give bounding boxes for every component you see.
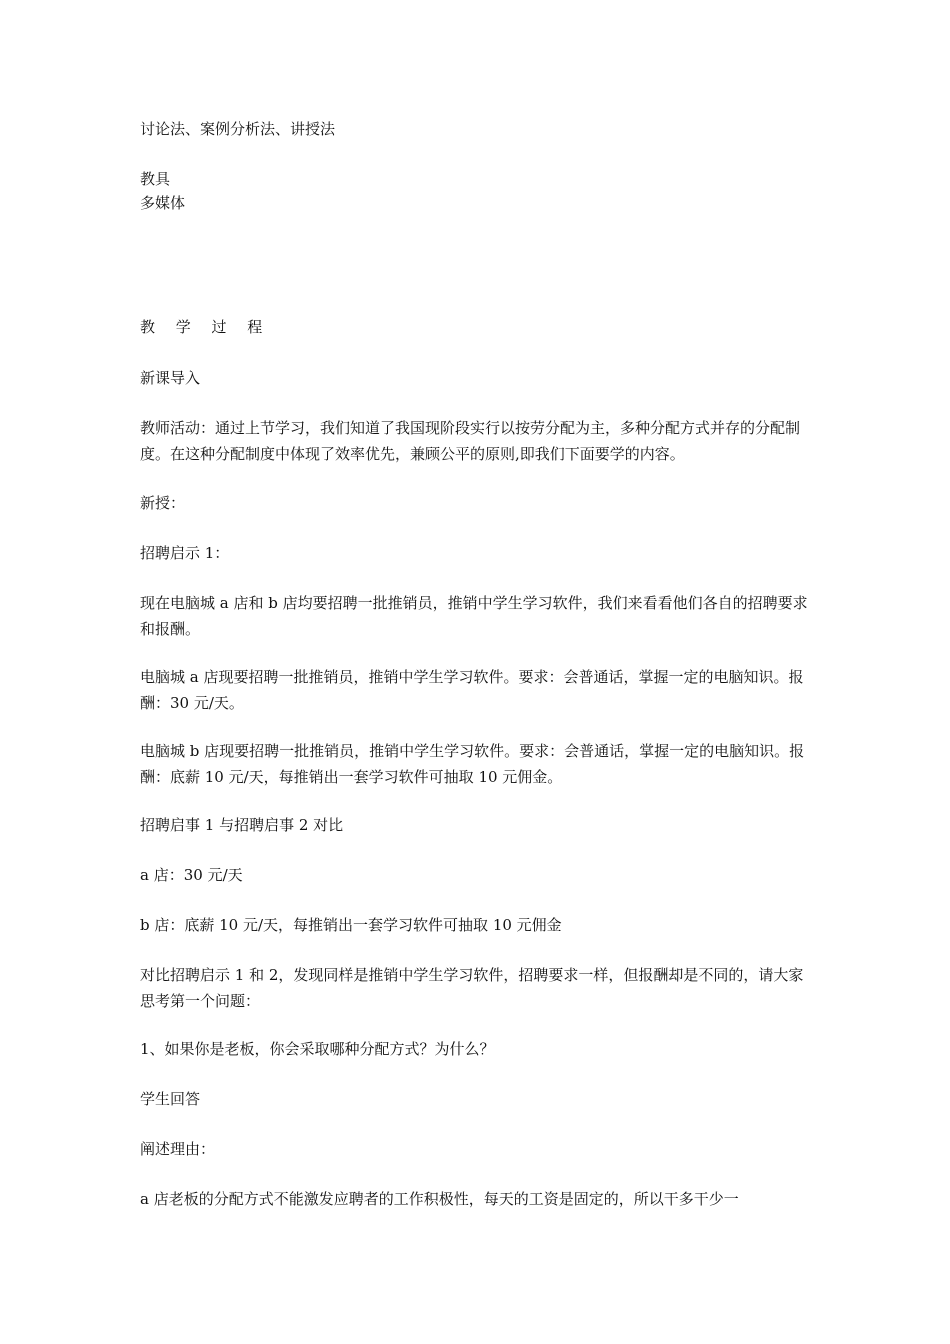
- teaching-process-heading: 教 学 过 程: [140, 318, 271, 336]
- store-a-analysis-paragraph: a 店老板的分配方式不能激发应聘者的工作积极性，每天的工资是固定的，所以干多干少一: [140, 1190, 739, 1208]
- new-lesson-heading: 新授：: [140, 494, 186, 512]
- recruitment-intro-paragraph: 现在电脑城 a 店和 b 店均要招聘一批推销员，推销中学生学习软件，我们来看看他们各自的招聘要求和报酬。: [140, 594, 808, 638]
- teaching-aids-heading: 教具: [140, 170, 171, 188]
- teaching-methods-text: 讨论法、案例分析法、讲授法: [140, 120, 336, 138]
- teacher-activity-paragraph: 教师活动：通过上节学习，我们知道了我国现阶段实行以按劳分配为主，多种分配方式并存的分配制度。在这种分配制度中体现了效率优先，兼顾公平的原则,即我们下面要学的内容。: [140, 419, 801, 463]
- notice-comparison-heading: 招聘启事 1 与招聘启事 2 对比: [140, 816, 344, 834]
- lesson-intro-heading: 新课导入: [140, 369, 201, 387]
- store-a-pay-line: a 店：30 元/天: [140, 866, 243, 884]
- teaching-aids-text: 多媒体: [140, 194, 186, 212]
- store-b-pay-line: b 店：底薪 10 元/天，每推销出一套学习软件可抽取 10 元佣金: [140, 916, 562, 934]
- explanation-heading: 阐述理由：: [140, 1140, 216, 1158]
- comparison-paragraph: 对比招聘启示 1 和 2，发现同样是推销中学生学习软件，招聘要求一样，但报酬却是不同的，请大家思考第一个问题：: [140, 966, 804, 1010]
- student-answer-text: 学生回答: [140, 1090, 201, 1108]
- store-a-notice-paragraph: 电脑城 a 店现要招聘一批推销员，推销中学生学习软件。要求：会普通话，掌握一定的电脑知识。报酬：30 元/天。: [140, 668, 804, 712]
- question-one-text: 1、如果你是老板，你会采取哪种分配方式？为什么？: [140, 1040, 495, 1058]
- store-b-notice-paragraph: 电脑城 b 店现要招聘一批推销员，推销中学生学习软件。要求：会普通话，掌握一定的电脑知识。报酬：底薪 10 元/天，每推销出一套学习软件可抽取 10 元佣金。: [140, 742, 805, 786]
- recruitment-notice-heading: 招聘启示 1：: [140, 544, 230, 562]
